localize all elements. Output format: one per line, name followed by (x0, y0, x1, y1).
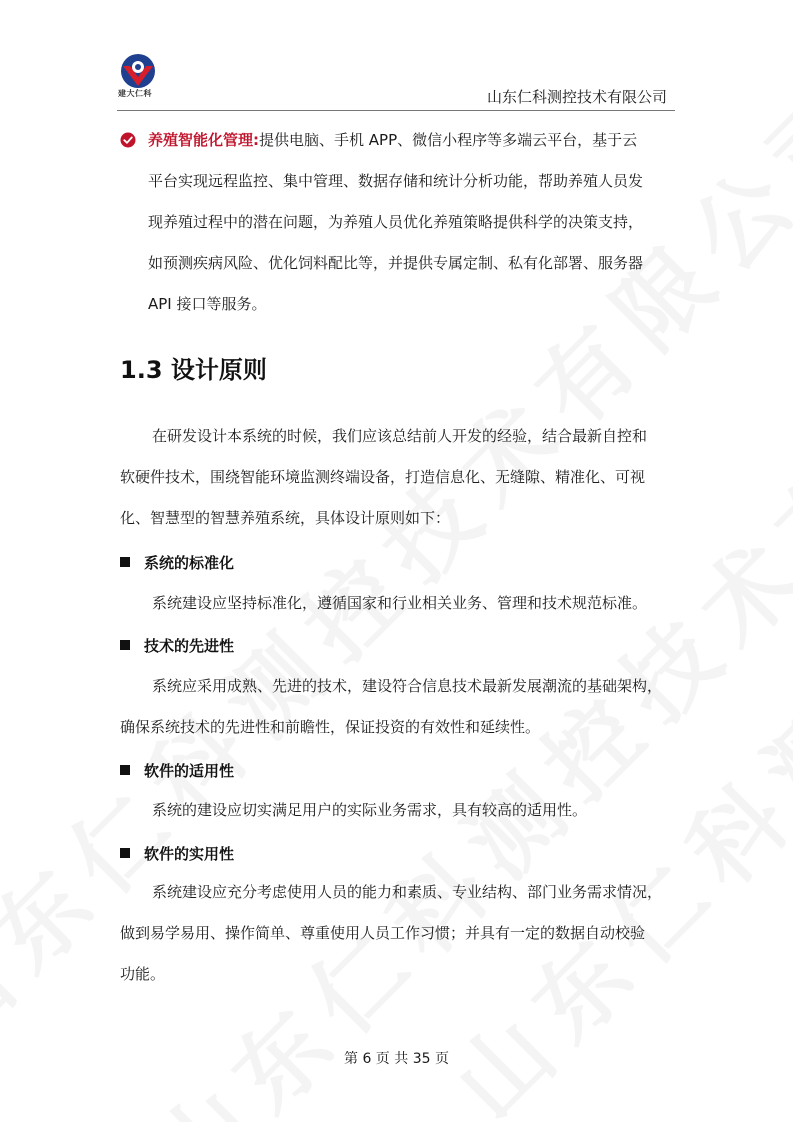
principle-heading-text: 软件的实用性 (144, 845, 235, 863)
principle-heading (120, 760, 234, 781)
paragraph-line: 系统的建设应切实满足用户的实际业务需求，具有较高的适用性。 (152, 801, 588, 819)
paragraph-line: 系统应采用成熟、先进的技术，建设符合信息技术最新发展潮流的基础架构， (152, 677, 663, 695)
principle-heading (120, 552, 234, 573)
check-badge-icon (120, 132, 136, 148)
intro-paragraph (120, 416, 676, 539)
paragraph-line: 确保系统技术的先进性和前瞻性，保证投资的有效性和延续性。 (120, 718, 541, 736)
square-bullet-icon (120, 765, 130, 775)
header-divider (117, 110, 675, 111)
principle-paragraph (120, 666, 676, 748)
principle-heading (120, 843, 234, 864)
principle-heading-text: 软件的适用性 (144, 762, 235, 780)
paragraph-line: 软硬件技术，围绕智能环境监测终端设备，打造信息化、无缝隙、精准化、可视 (120, 468, 646, 486)
paragraph-line: 化、智慧型的智慧养殖系统，具体设计原则如下： (120, 509, 451, 527)
bullet-text: 提供电脑、手机 APP、微信小程序等多端云平台，基于云 (259, 131, 638, 149)
square-bullet-icon (120, 848, 130, 858)
header-company-name: 山东仁科测控技术有限公司 (486, 88, 667, 106)
bullet-line: 平台实现远程监控、集中管理、数据存储和统计分析功能，帮助养殖人员发 (148, 172, 644, 190)
bullet-line: 如预测疾病风险、优化饲料配比等，并提供专属定制、私有化部署、服务器 (148, 254, 644, 272)
section-heading: 1.3 设计原则 (120, 356, 267, 384)
bullet-line: API 接口等服务。 (148, 295, 267, 313)
principle-paragraph (120, 872, 676, 995)
principle-paragraph (120, 583, 676, 624)
principle-heading (120, 635, 234, 656)
principle-paragraph (120, 790, 676, 831)
principle-heading-text: 技术的先进性 (144, 637, 235, 655)
paragraph-line: 做到易学易用、操作简单、尊重使用人员工作习惯；并具有一定的数据自动校验 (120, 924, 646, 942)
logo-text: 建大仁科 (118, 89, 152, 98)
bullet-title: 养殖智能化管理: (148, 131, 259, 149)
square-bullet-icon (120, 640, 130, 650)
bullet-line (120, 120, 676, 161)
bullet-line: 现养殖过程中的潜在问题，为养殖人员优化养殖策略提供科学的决策支持， (148, 213, 644, 231)
paragraph-line: 在研发设计本系统的时候，我们应该总结前人开发的经验，结合最新自控和 (152, 427, 648, 445)
principle-heading-text: 系统的标准化 (144, 554, 235, 572)
page-number: 第 6 页 共 35 页 (344, 1051, 449, 1067)
paragraph-line: 功能。 (120, 965, 166, 983)
square-bullet-icon (120, 557, 130, 567)
bullet-paragraph (120, 120, 676, 325)
paragraph-line: 系统建设应充分考虑使用人员的能力和素质、专业结构、部门业务需求情况， (152, 883, 663, 901)
paragraph-line: 系统建设应坚持标准化，遵循国家和行业相关业务、管理和技术规范标准。 (152, 594, 648, 612)
